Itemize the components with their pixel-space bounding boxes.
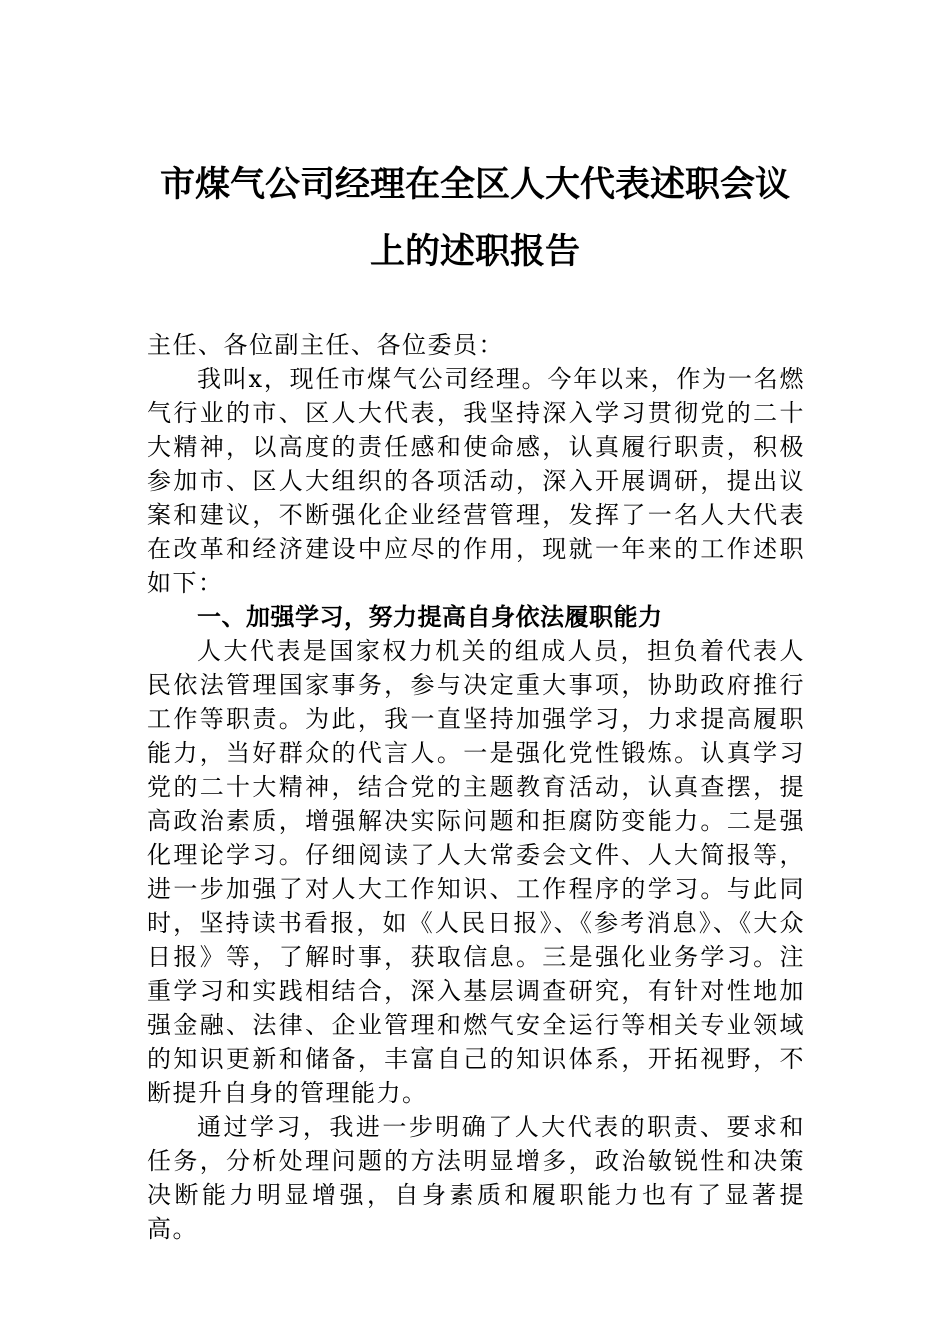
paragraph-intro: 我叫x，现任市煤气公司经理。今年以来，作为一名燃气行业的市、区人大代表，我坚持深入学习贯彻党的二十大精神，以高度的责任感和使命感，认真履行职责，积极参加市、区人大组织的各项活动，深入开展调研，提出议案和建议，不断强化企业经营管理，发挥了一名人大代表在改革和经济建设中应尽的作用，现就一年来的工作述职如下： xyxy=(147,365,805,597)
document-title-line-1: 市煤气公司经理在全区人大代表述职会议 xyxy=(159,164,790,205)
salutation: 主任、各位副主任、各位委员： xyxy=(147,331,504,359)
section-heading-1: 一、加强学习，努力提高自身依法履职能力 xyxy=(197,603,663,631)
paragraph-study: 人大代表是国家权力机关的组成人员，担负着代表人民依法管理国家事务，参与决定重大事项，协助政府推行工作等职责。为此，我一直坚持加强学习，力求提高履职能力，当好群众的代言人。一是强化党性锻炼。认真学习党的二十大精神，结合党的主题教育活动，认真查摆，提高政治素质，增强解决实际问题和拒腐防变能力。二是强化理论学习。仔细阅读了人大常委会文件、人大简报等，进一步加强了对人大工作知识、工作程序的学习。与此同时，坚持读书看报，如《人民日报》、《参考消息》、《大众日报》等，了解时事，获取信息。三是强化业务学习。注重学习和实践相结合，深入基层调查研究，有针对性地加强金融、法律、企业管理和燃气安全运行等相关专业领域的知识更新和储备，丰富自己的知识体系，开拓视野，不断提升自身的管理能力。 xyxy=(147,637,805,1107)
document-title-line-2: 上的述职报告 xyxy=(369,231,580,272)
document-body xyxy=(147,328,805,1246)
paragraph-result: 通过学习，我进一步明确了人大代表的职责、要求和任务，分析处理问题的方法明显增多，政治敏锐性和决策决断能力明显增强，自身素质和履职能力也有了显著提高。 xyxy=(147,1113,805,1243)
